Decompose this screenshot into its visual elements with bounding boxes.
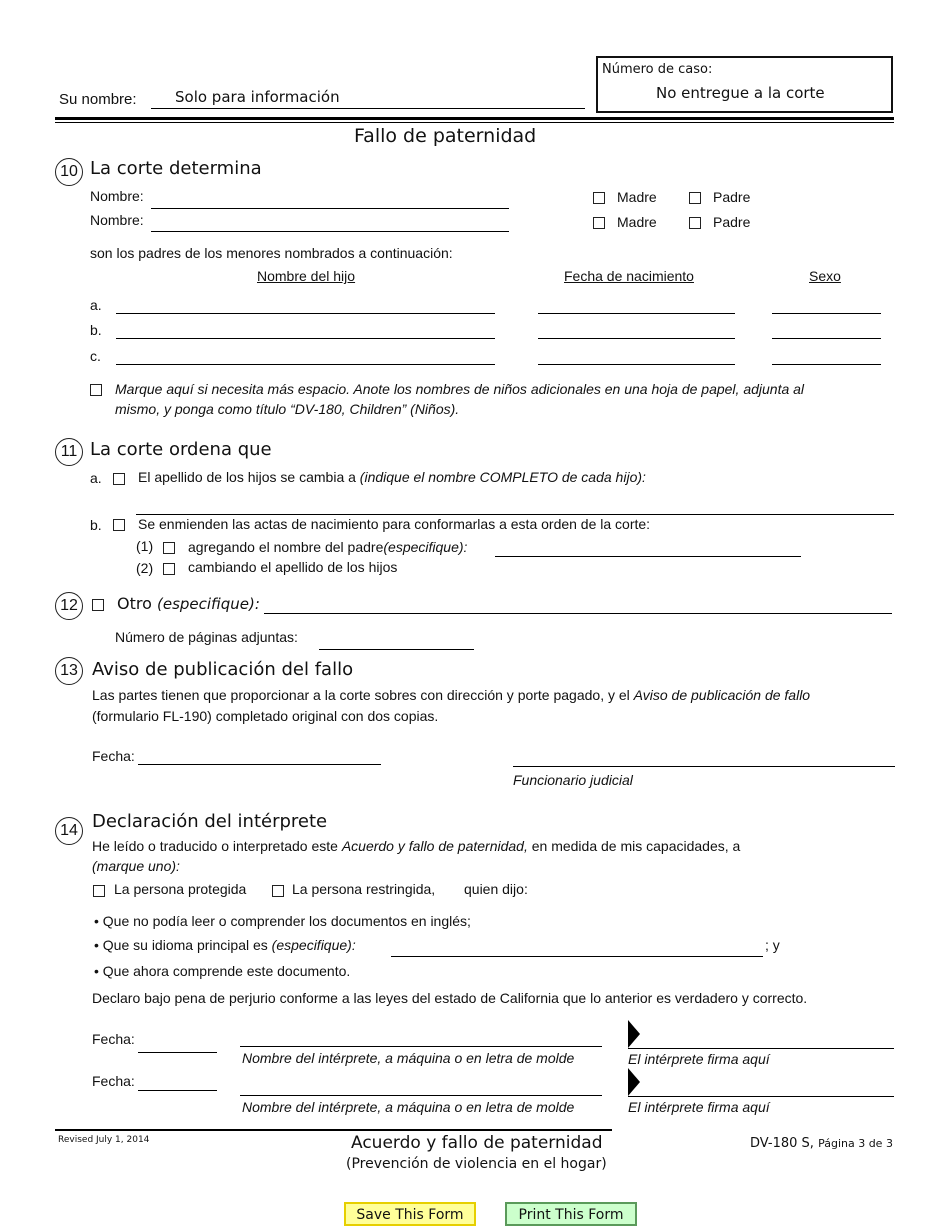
sign-arrow-2 — [628, 1068, 640, 1096]
interp1-date-field[interactable] — [138, 1052, 217, 1053]
restrained-person-label: La persona restringida, — [292, 881, 436, 897]
bullet-2-end: ; y — [765, 937, 780, 953]
bullet-1-text: Que no podía leer o comprender los documentos en inglés; — [102, 913, 471, 929]
parent1-name-field[interactable] — [151, 208, 509, 209]
row-a-label: a. — [90, 297, 102, 313]
s13-date-field[interactable] — [138, 764, 381, 765]
other-italic: (especifique): — [156, 595, 260, 613]
name-input-line[interactable] — [151, 108, 585, 109]
interpreter-text-1b: en medida de mis capacidades, a — [531, 838, 741, 854]
form-id: DV-180 S, — [750, 1136, 814, 1151]
more-space-text-2: mismo, y ponga como título “DV-180, Children” (Niños). — [115, 401, 460, 417]
amend-records-text: Se enmienden las actas de nacimiento para conformarlas a esta orden de la corte: — [138, 516, 651, 532]
parent2-father-label: Padre — [713, 214, 751, 230]
officer-label: Funcionario judicial — [513, 772, 633, 788]
row-b-child-field[interactable] — [116, 338, 495, 339]
case-number-value: No entregue a la corte — [656, 84, 825, 102]
revised-date: Revised July 1, 2014 — [58, 1135, 150, 1145]
footer-subtitle: (Prevención de violencia en el hogar) — [346, 1156, 607, 1172]
footer-rule — [55, 1129, 612, 1131]
language-field[interactable] — [391, 956, 763, 957]
row-b-label: b. — [90, 322, 102, 338]
interp2-date-field[interactable] — [138, 1090, 217, 1091]
bullet-3-text: Que ahora comprende este documento. — [102, 963, 351, 979]
parent1-mother-label: Madre — [617, 189, 657, 205]
section-12-number: 12 — [55, 592, 83, 620]
print-form-button[interactable]: Print This Form — [505, 1202, 637, 1226]
row-c-label: c. — [90, 348, 101, 364]
pages-attached-label: Número de páginas adjuntas: — [115, 629, 298, 645]
interp1-name-label: Nombre del intérprete, a máquina o en letra de molde — [242, 1050, 575, 1066]
notice-text-1: Las partes tienen que proporcionar a la corte sobres con dirección y porte pagado, y el — [92, 687, 630, 703]
section-10-number: 10 — [55, 158, 83, 186]
bullet-3: • Que ahora comprende este documento. — [94, 963, 351, 979]
add-father-checkbox[interactable] — [163, 542, 175, 554]
save-form-button[interactable]: Save This Form — [344, 1202, 476, 1226]
parent2-mother-label: Madre — [617, 214, 657, 230]
interp1-date-label: Fecha: — [92, 1031, 135, 1047]
interp2-name-field[interactable] — [240, 1095, 602, 1096]
other-text: Otro — [117, 594, 152, 613]
row-a-sex-field[interactable] — [772, 313, 881, 314]
sign-arrow-1 — [628, 1020, 640, 1048]
item-b1-num: (1) — [136, 538, 154, 554]
row-c-child-field[interactable] — [116, 364, 495, 365]
col-sex: Sexo — [809, 268, 841, 284]
surname-change-field[interactable] — [136, 514, 894, 515]
parent2-father-checkbox[interactable] — [689, 217, 701, 229]
bullet-2: • Que su idioma principal es (especifique): — [94, 937, 356, 953]
bullet-1: • Que no podía leer o comprender los documentos en inglés; — [94, 913, 471, 929]
col-birth-date: Fecha de nacimiento — [564, 268, 694, 284]
row-c-dob-field[interactable] — [538, 364, 735, 365]
row-a-dob-field[interactable] — [538, 313, 735, 314]
notice-text-2: (formulario FL-190) completado original con dos copias. — [92, 708, 439, 724]
parent2-name-label: Nombre: — [90, 212, 144, 228]
bullet-2-italic: (especifique): — [271, 937, 356, 953]
surname-change-line — [138, 469, 646, 485]
parents-intro: son los padres de los menores nombrados a continuación: — [90, 245, 453, 261]
add-father-italic: (especifique): — [383, 539, 468, 555]
parent2-mother-checkbox[interactable] — [593, 217, 605, 229]
interpreter-line-1 — [92, 838, 740, 854]
parent1-mother-checkbox[interactable] — [593, 192, 605, 204]
interp2-name-label: Nombre del intérprete, a máquina o en letra de molde — [242, 1099, 575, 1115]
header-rule — [55, 117, 894, 120]
row-a-child-field[interactable] — [116, 313, 495, 314]
change-surname-text: cambiando el apellido de los hijos — [188, 559, 398, 575]
interpreter-italic-1: Acuerdo y fallo de paternidad, — [341, 838, 528, 854]
parent1-father-checkbox[interactable] — [689, 192, 701, 204]
page-title: Fallo de paternidad — [354, 125, 537, 147]
other-field[interactable] — [264, 613, 892, 614]
notice-italic: Aviso de publicación de fallo — [633, 687, 811, 703]
parent1-name-label: Nombre: — [90, 188, 144, 204]
form-id-line — [750, 1136, 893, 1151]
parent2-name-field[interactable] — [151, 231, 509, 232]
col-child-name: Nombre del hijo — [257, 268, 356, 284]
row-c-sex-field[interactable] — [772, 364, 881, 365]
section-10-heading: La corte determina — [90, 158, 262, 179]
row-b-dob-field[interactable] — [538, 338, 735, 339]
more-space-text-1: Marque aquí si necesita más espacio. Anote los nombres de niños adicionales en una hoja de papel, adjunta al — [115, 381, 805, 397]
section-11-number: 11 — [55, 438, 83, 466]
interp2-sign-label: El intérprete firma aquí — [628, 1099, 770, 1115]
restrained-person-checkbox[interactable] — [272, 885, 284, 897]
item-a-label: a. — [90, 470, 102, 486]
pages-attached-field[interactable] — [319, 649, 474, 650]
notice-line-1 — [92, 687, 810, 703]
perjury-declaration: Declaro bajo pena de perjurio conforme a las leyes del estado de California que lo anterior es verdadero y correcto. — [92, 990, 808, 1006]
interp1-signature-field[interactable] — [628, 1048, 894, 1049]
more-space-checkbox[interactable] — [90, 384, 102, 396]
interp1-name-field[interactable] — [240, 1046, 602, 1047]
section-13-heading: Aviso de publicación del fallo — [92, 659, 354, 680]
surname-change-checkbox[interactable] — [113, 473, 125, 485]
interp2-signature-field[interactable] — [628, 1096, 894, 1097]
amend-records-checkbox[interactable] — [113, 519, 125, 531]
section-11-heading: La corte ordena que — [90, 439, 272, 460]
page-number: Página 3 de 3 — [818, 1137, 893, 1150]
name-value: Solo para información — [175, 88, 340, 106]
s13-date-label: Fecha: — [92, 748, 135, 764]
interpreter-mark-one: (marque uno): — [92, 858, 180, 874]
change-surname-checkbox[interactable] — [163, 563, 175, 575]
bullet-2-text: Que su idioma principal es — [102, 937, 268, 953]
surname-change-italic: (indique el nombre COMPLETO de cada hijo): — [359, 469, 646, 485]
add-father-text: agregando el nombre del padre — [188, 539, 384, 555]
row-b-sex-field[interactable] — [772, 338, 881, 339]
interp1-sign-label: El intérprete firma aquí — [628, 1051, 770, 1067]
interpreter-text-1a: He leído o traducido o interpretado este — [92, 838, 338, 854]
case-number-label: Número de caso: — [602, 62, 713, 77]
add-father-line — [188, 539, 467, 555]
interp2-date-label: Fecha: — [92, 1073, 135, 1089]
officer-signature-field[interactable] — [513, 766, 895, 767]
header-rule-thin — [55, 122, 894, 123]
section-14-number: 14 — [55, 817, 83, 845]
section-13-number: 13 — [55, 657, 83, 685]
item-b-label: b. — [90, 517, 102, 533]
who-said-label: quien dijo: — [464, 881, 528, 897]
other-checkbox[interactable] — [92, 599, 104, 611]
name-label: Su nombre: — [59, 91, 137, 108]
surname-change-text: El apellido de los hijos se cambia a — [138, 469, 356, 485]
footer-title: Acuerdo y fallo de paternidad — [351, 1133, 603, 1153]
other-line — [117, 594, 260, 613]
parent1-father-label: Padre — [713, 189, 751, 205]
item-b2-num: (2) — [136, 560, 154, 576]
section-14-heading: Declaración del intérprete — [92, 811, 328, 832]
protected-person-label: La persona protegida — [114, 881, 247, 897]
father-name-field[interactable] — [495, 556, 801, 557]
case-number-box[interactable] — [596, 56, 893, 113]
protected-person-checkbox[interactable] — [93, 885, 105, 897]
